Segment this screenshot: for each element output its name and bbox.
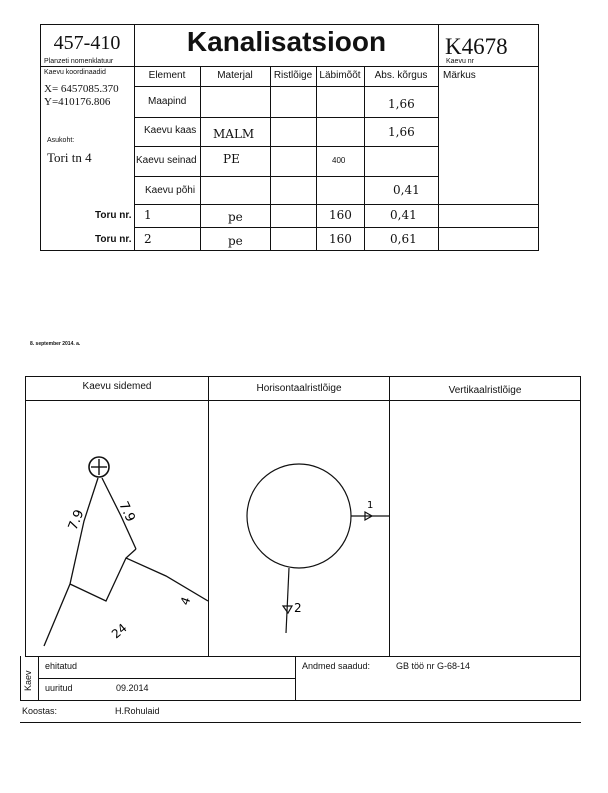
planzeti-caption: Planzeti nomenklatuur: [44, 58, 114, 65]
coord-y: Y=410176.806: [44, 96, 111, 108]
pipe-2-marker: 2: [294, 601, 302, 615]
pipe-1-marker: 1: [367, 500, 374, 511]
row-kaas-element: Kaevu kaas: [144, 125, 197, 136]
dim-right-label: 7.9: [115, 499, 138, 525]
row-seinad-element: Kaevu seinad: [136, 155, 197, 166]
header-kaevu-sidemed: Kaevu sidemed: [82, 381, 152, 392]
header-element: Element: [148, 70, 186, 81]
row-seinad-labimoot: 400: [332, 156, 346, 165]
dim-left-label: 7.9: [65, 507, 88, 533]
uuritud-label: uuritud: [45, 683, 73, 693]
ehitatud-label: ehitatud: [45, 661, 78, 671]
pipe-2-korgus: 0,61: [390, 232, 417, 246]
pipe-1-korgus: 0,41: [390, 208, 417, 222]
row-maapind-element: Maapind: [148, 96, 187, 107]
dim-side-label: 4: [177, 595, 194, 608]
koostas-value: H.Rohulaid: [115, 706, 160, 716]
kaevu-number-caption: Kaevu nr: [446, 58, 475, 65]
kaev-label: Kaev: [23, 670, 33, 691]
planzeti-number: 457-410: [53, 32, 121, 54]
kaevu-sidemed-sketch: [26, 401, 208, 656]
pipe-1-labimoot: 160: [329, 208, 352, 222]
pipe-2-label: Toru nr.: [95, 234, 132, 245]
pipe-1-nr: 1: [144, 208, 152, 222]
kaevu-number: K4678: [445, 34, 508, 59]
row-pohi-korgus: 0,41: [393, 183, 420, 197]
row-kaas-materjal: MALM: [213, 127, 255, 141]
document-date: 8. september 2014. a.: [30, 341, 81, 347]
page-title: Kanalisatsioon: [186, 26, 387, 57]
row-kaas-korgus: 1,66: [388, 125, 415, 139]
coords-caption: Kaevu koordinaadid: [44, 69, 106, 76]
coord-x: X= 6457085.370: [44, 83, 119, 95]
header-labimoot: Läbimõõt: [319, 70, 361, 81]
row-maapind-korgus: 1,66: [388, 97, 415, 111]
header-ristloige: Ristlõige: [273, 70, 313, 81]
pipe-2-nr: 2: [144, 232, 152, 246]
row-seinad-materjal: PE: [223, 152, 240, 166]
pipe-2-materjal: pe: [228, 234, 243, 248]
uuritud-value: 09.2014: [116, 683, 149, 693]
koostas-label: Koostas:: [22, 706, 58, 716]
header-markus: Märkus: [443, 70, 476, 81]
pipe-2-labimoot: 160: [329, 232, 352, 246]
dim-bottom-label: 24: [108, 620, 130, 642]
pipe-1-materjal: pe: [228, 210, 243, 224]
header-vertikaal: Vertikaalristlõige: [448, 385, 522, 396]
andmed-value: GB töö nr G-68-14: [396, 661, 471, 671]
header-materjal: Materjal: [217, 70, 253, 81]
pipe-1-label: Toru nr.: [95, 210, 132, 221]
header-abs-korgus: Abs. kõrgus: [374, 70, 428, 81]
location-value: Tori tn 4: [47, 150, 92, 165]
row-pohi-element: Kaevu põhi: [145, 185, 196, 196]
location-caption: Asukoht:: [47, 137, 75, 144]
header-horisontaal: Horisontaalristlõige: [256, 383, 342, 394]
horisontaal-sketch: [209, 401, 389, 656]
andmed-label: Andmed saadud:: [302, 661, 371, 671]
